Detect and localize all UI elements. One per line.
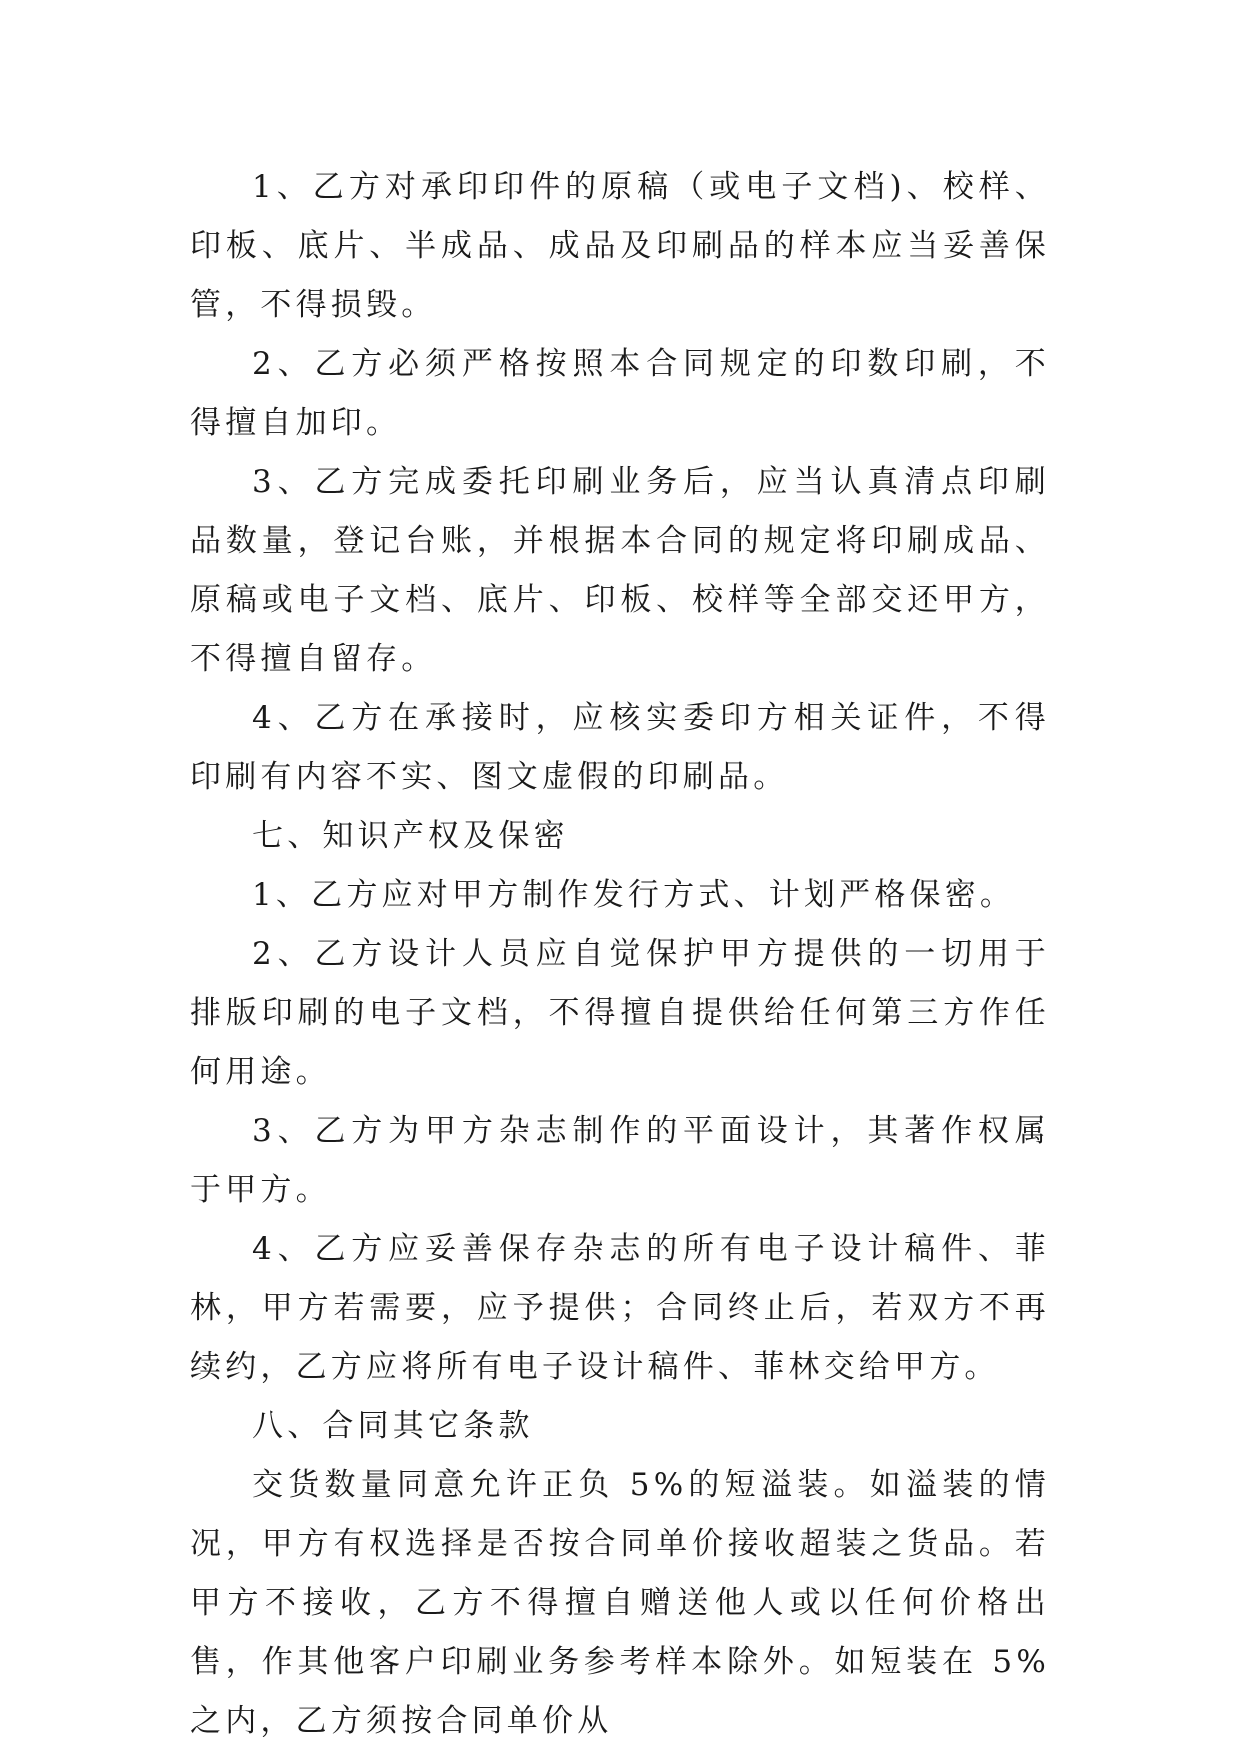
clause-7-item-4: 4、乙方应妥善保存杂志的所有电子设计稿件、菲林，甲方若需要，应予提供；合同终止后，若双方不再续约，乙方应将所有电子设计稿件、菲林交给甲方。: [190, 1231, 1050, 1385]
document-body: [190, 158, 1050, 1751]
clause-6-item-3: 3、乙方完成委托印刷业务后，应当认真清点印刷品数量，登记台账，并根据本合同的规定将印刷成品、原稿或电子文档、底片、印板、校样等全部交还甲方，不得擅自留存。: [190, 464, 1050, 677]
section-heading-8: 八、合同其它条款: [252, 1408, 534, 1444]
clause-6-item-2: 2、乙方必须严格按照本合同规定的印数印刷，不得擅自加印。: [190, 346, 1050, 441]
section-heading-7: 七、知识产权及保密: [252, 818, 569, 854]
clause-7-item-1: 1、乙方应对甲方制作发行方式、计划严格保密。: [252, 877, 1016, 913]
clause-7-item-2: 2、乙方设计人员应自觉保护甲方提供的一切用于排版印刷的电子文档，不得擅自提供给任何第三方作任何用途。: [190, 936, 1050, 1090]
clause-7-item-3: 3、乙方为甲方杂志制作的平面设计，其著作权属于甲方。: [190, 1113, 1050, 1208]
clause-8-paragraph: 交货数量同意允许正负 5%的短溢装。如溢装的情况，甲方有权选择是否按合同单价接收超装之货品。若甲方不接收，乙方不得擅自赠送他人或以任何价格出售，作其他客户印刷业务参考样本除外。如短装在 5%之内，乙方须按合同单价从: [190, 1467, 1050, 1739]
clause-6-item-1: 1、乙方对承印印件的原稿（或电子文档)、校样、印板、底片、半成品、成品及印刷品的样本应当妥善保管，不得损毁。: [190, 169, 1050, 323]
clause-6-item-4: 4、乙方在承接时，应核实委印方相关证件，不得印刷有内容不实、图文虚假的印刷品。: [190, 700, 1050, 795]
